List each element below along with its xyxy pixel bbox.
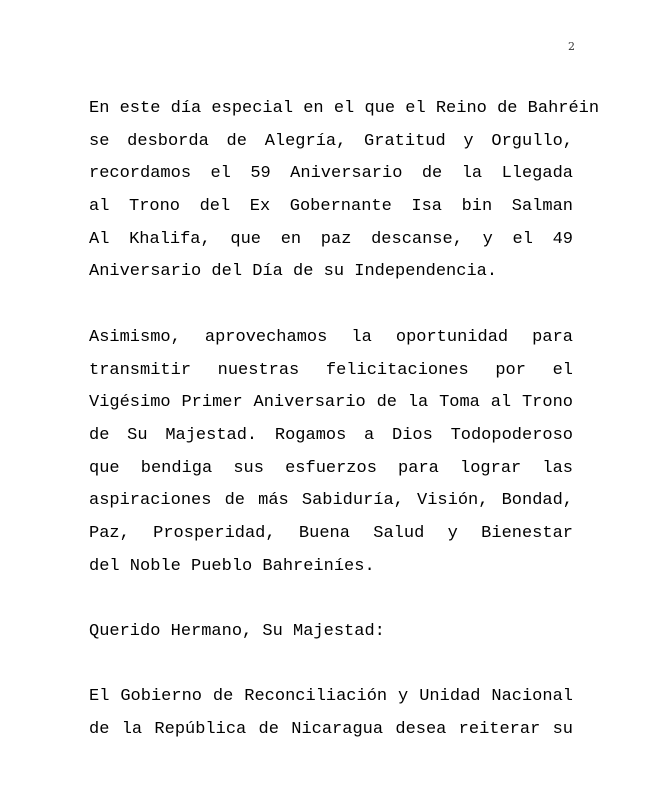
- text-line: que bendiga sus esfuerzos para lograr las: [89, 458, 573, 478]
- salutation-line: Querido Hermano, Su Majestad:: [89, 622, 385, 641]
- paragraph-congratulations: [89, 322, 573, 584]
- text-line: se desborda de Alegría, Gratitud y Orgullo,: [89, 131, 573, 151]
- text-line: al Trono del Ex Gobernante Isa bin Salman: [89, 197, 573, 217]
- paragraph-salutation: [89, 616, 573, 649]
- text-line: de Su Majestad. Rogamos a Dios Todopoderoso: [89, 425, 573, 445]
- letter-body: [89, 93, 600, 779]
- text-line: del Noble Pueblo Bahreiníes.: [89, 556, 375, 576]
- text-line: El Gobierno de Reconciliación y Unidad Nacional: [89, 687, 573, 707]
- text-line: En este día especial en el que el Reino de Bahréin: [89, 99, 600, 118]
- text-line: Aniversario del Día de su Independencia.: [89, 262, 498, 282]
- text-line: aspiraciones de más Sabiduría, Visión, Bondad,: [89, 491, 573, 511]
- text-line: Vigésimo Primer Aniversario de la Toma al Trono: [89, 393, 573, 413]
- paragraph-nicaragua-government: [89, 681, 573, 746]
- paragraph-bahrain-celebration: [89, 93, 600, 289]
- text-line: Paz, Prosperidad, Buena Salud y Bienestar: [89, 523, 573, 543]
- text-line: Al Khalifa, que en paz descanse, y el 49: [89, 229, 573, 249]
- text-line: de la República de Nicaragua desea reiterar su: [89, 720, 573, 740]
- text-line: transmitir nuestras felicitaciones por el: [89, 360, 573, 380]
- text-line: Asimismo, aprovechamos la oportunidad para: [89, 327, 573, 347]
- text-line: recordamos el 59 Aniversario de la Llegada: [89, 164, 573, 184]
- page-number: 2: [568, 40, 575, 53]
